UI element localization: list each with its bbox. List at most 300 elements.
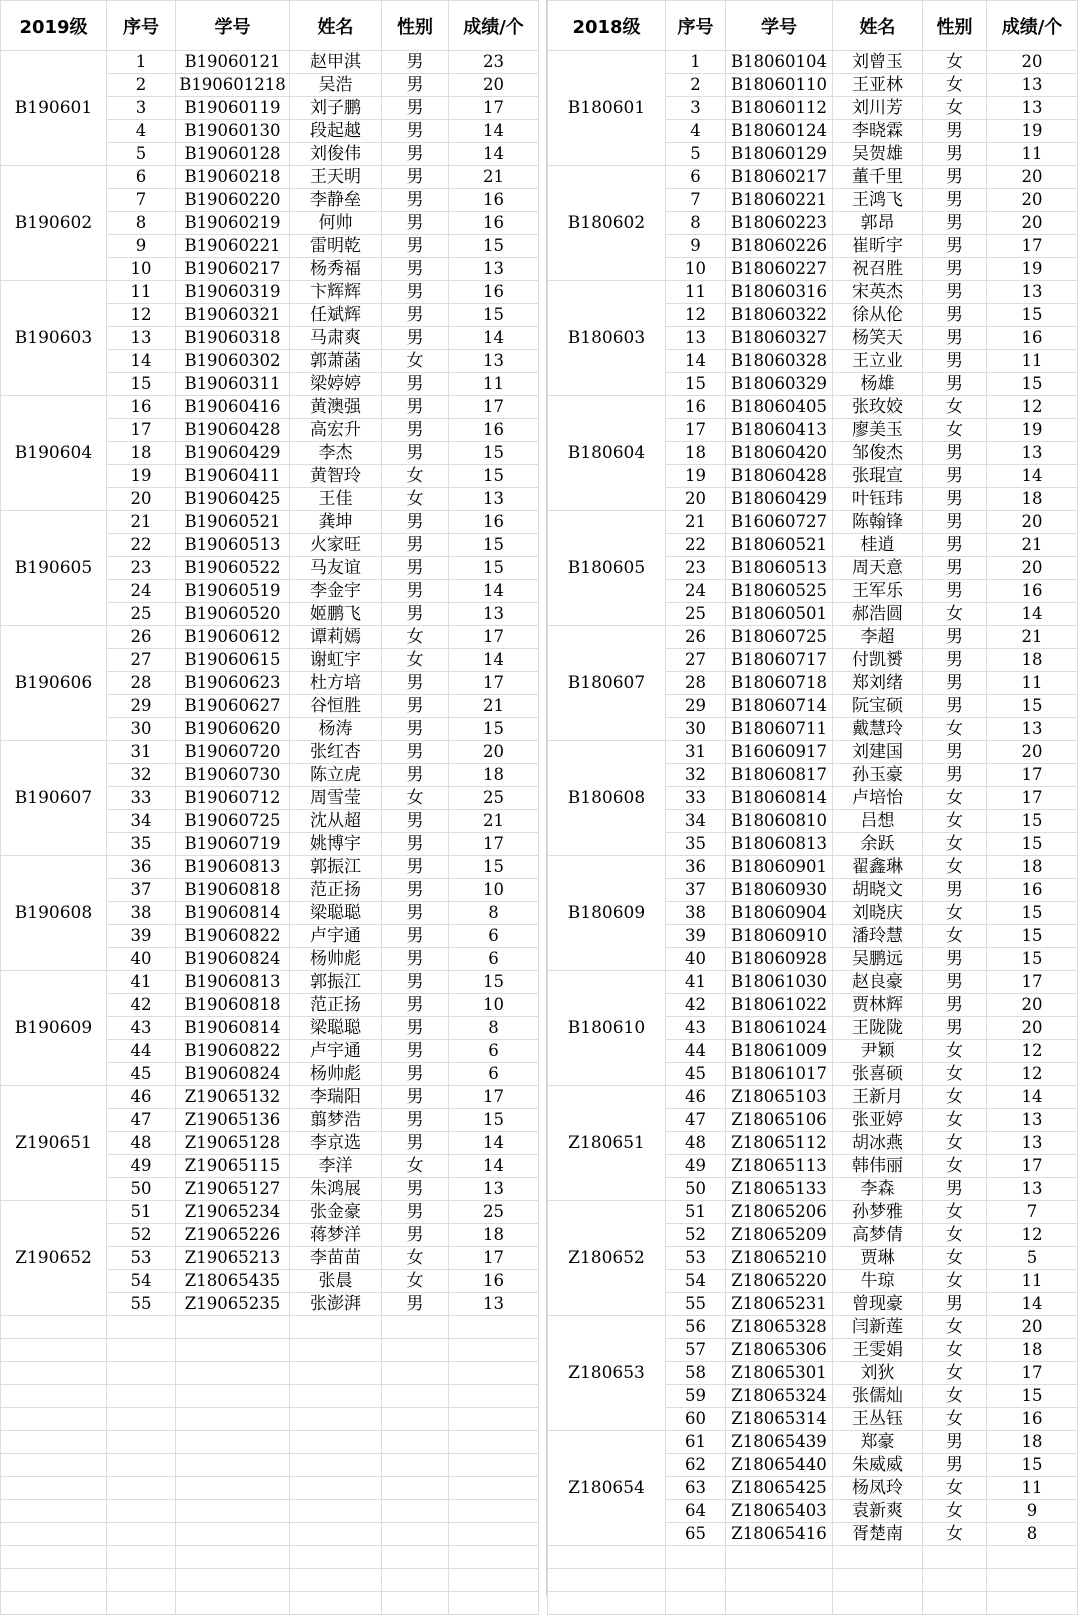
score-cell: 8 [449,902,539,925]
student-id-cell: Z19065136 [176,1109,290,1132]
student-id-cell: B18061017 [726,1063,833,1086]
table-row [1,1086,539,1109]
seq-cell: 30 [666,718,726,741]
score-cell: 18 [987,488,1078,511]
seq-cell: 6 [107,166,176,189]
seq-cell: 8 [666,212,726,235]
student-id-cell: B19060814 [176,902,290,925]
gender-cell: 男 [923,649,987,672]
seq-cell: 39 [666,925,726,948]
score-cell: 17 [449,97,539,120]
score-cell: 8 [987,1523,1078,1546]
score-cell: 13 [987,74,1078,97]
empty-cell [290,1477,382,1500]
gender-cell: 男 [382,764,449,787]
empty-cell [290,1339,382,1362]
seq-cell: 42 [107,994,176,1017]
gender-cell: 男 [382,74,449,97]
seq-cell: 22 [107,534,176,557]
seq-cell: 13 [666,327,726,350]
student-id-cell: B18060429 [726,488,833,511]
seq-cell: 23 [666,557,726,580]
gender-cell: 女 [923,902,987,925]
student-id-cell: B190601218 [176,74,290,97]
header-row-2019 [1,1,539,51]
name-cell: 李森 [833,1178,923,1201]
empty-cell [107,1408,176,1431]
score-cell: 11 [987,350,1078,373]
score-cell: 17 [987,787,1078,810]
empty-row [1,1454,539,1477]
gender-cell: 女 [923,1132,987,1155]
name-cell: 王立业 [833,350,923,373]
gender-cell: 男 [382,1201,449,1224]
score-cell: 14 [987,1086,1078,1109]
name-cell: 高宏升 [290,419,382,442]
gender-cell: 男 [923,626,987,649]
student-id-cell: B19060128 [176,143,290,166]
student-id-cell: B18060521 [726,534,833,557]
empty-cell [382,1500,449,1523]
name-cell: 李超 [833,626,923,649]
gender-cell: 女 [382,465,449,488]
seq-cell: 51 [107,1201,176,1224]
gender-cell: 男 [923,741,987,764]
score-cell: 16 [449,511,539,534]
name-cell: 杜方培 [290,672,382,695]
empty-cell [382,1385,449,1408]
score-cell: 16 [449,281,539,304]
name-cell: 孙玉豪 [833,764,923,787]
seq-cell: 19 [107,465,176,488]
gender-cell: 女 [923,97,987,120]
gender-cell: 男 [382,925,449,948]
class-cell: B180604 [548,396,666,511]
table-row [1,856,539,879]
empty-cell [1,1454,107,1477]
student-id-cell: B19060311 [176,373,290,396]
seq-cell: 39 [107,925,176,948]
seq-cell: 19 [666,465,726,488]
student-id-cell: Z19065234 [176,1201,290,1224]
seq-cell: 13 [107,327,176,350]
empty-row [548,1546,1078,1569]
student-id-cell: Z19065213 [176,1247,290,1270]
seq-cell: 17 [666,419,726,442]
name-cell: 卢宇通 [290,1040,382,1063]
score-cell: 17 [449,396,539,419]
seq-cell: 50 [666,1178,726,1201]
gender-cell: 女 [382,626,449,649]
gender-cell: 男 [382,1293,449,1316]
score-cell: 17 [987,764,1078,787]
empty-cell [176,1500,290,1523]
seq-cell: 24 [107,580,176,603]
empty-cell [107,1316,176,1339]
seq-cell: 36 [666,856,726,879]
table-row [1,396,539,419]
empty-cell [107,1523,176,1546]
score-cell: 17 [987,1362,1078,1385]
score-cell: 13 [987,281,1078,304]
gender-cell: 男 [923,764,987,787]
gender-cell: 男 [923,1431,987,1454]
student-id-cell: Z18065231 [726,1293,833,1316]
gender-cell: 女 [382,488,449,511]
name-cell: 梁婷婷 [290,373,382,396]
score-cell: 20 [449,74,539,97]
seq-cell: 1 [666,51,726,74]
name-cell: 范正扬 [290,994,382,1017]
gender-cell: 女 [923,1224,987,1247]
name-cell: 火家旺 [290,534,382,557]
student-id-cell: B19060818 [176,994,290,1017]
score-cell: 15 [449,534,539,557]
gender-cell: 男 [382,902,449,925]
score-cell: 15 [987,304,1078,327]
student-id-cell: B19060425 [176,488,290,511]
seq-cell: 4 [107,120,176,143]
seq-cell: 48 [666,1132,726,1155]
class-cell: B190608 [1,856,107,971]
gender-cell: 男 [923,948,987,971]
name-cell: 吕想 [833,810,923,833]
name-cell: 韩伟丽 [833,1155,923,1178]
gender-cell: 女 [923,1385,987,1408]
empty-row [1,1546,539,1569]
score-cell: 15 [449,304,539,327]
student-id-cell: B19060822 [176,925,290,948]
class-cell: B190601 [1,51,107,166]
class-cell: B180608 [548,741,666,856]
student-id-cell: B18060413 [726,419,833,442]
empty-cell [726,1592,833,1615]
student-id-cell: Z18065103 [726,1086,833,1109]
score-cell: 15 [987,1454,1078,1477]
class-cell: B190605 [1,511,107,626]
gender-cell: 男 [923,879,987,902]
gender-cell: 男 [382,1109,449,1132]
gender-cell: 女 [923,603,987,626]
empty-cell [923,1546,987,1569]
gender-cell: 男 [923,327,987,350]
score-cell: 10 [449,879,539,902]
seq-cell: 18 [666,442,726,465]
gender-cell: 女 [923,1316,987,1339]
name-cell: 张琨宣 [833,465,923,488]
score-cell: 23 [449,51,539,74]
empty-cell [449,1500,539,1523]
empty-cell [107,1339,176,1362]
seq-cell: 7 [666,189,726,212]
score-cell: 18 [449,1224,539,1247]
student-id-cell: Z18065439 [726,1431,833,1454]
gender-cell: 女 [923,396,987,419]
name-cell: 刘川芳 [833,97,923,120]
name-cell: 王军乐 [833,580,923,603]
name-cell: 李瑞阳 [290,1086,382,1109]
student-id-cell: B19060217 [176,258,290,281]
score-cell: 13 [987,442,1078,465]
score-cell: 13 [987,97,1078,120]
score-cell: 17 [449,672,539,695]
body-2019 [1,51,539,1615]
name-cell: 张红杏 [290,741,382,764]
name-cell: 贾琳 [833,1247,923,1270]
student-id-cell: B18060711 [726,718,833,741]
score-cell: 16 [987,580,1078,603]
score-cell: 13 [449,1178,539,1201]
student-id-cell: Z18065210 [726,1247,833,1270]
name-cell: 翟鑫琳 [833,856,923,879]
gender-cell: 女 [923,1086,987,1109]
class-cell: B190606 [1,626,107,741]
score-cell: 16 [987,879,1078,902]
name-cell: 郭振江 [290,971,382,994]
name-cell: 王陇陇 [833,1017,923,1040]
gender-cell: 男 [923,166,987,189]
empty-cell [382,1408,449,1431]
student-id-cell: B18060814 [726,787,833,810]
name-cell: 陈立虎 [290,764,382,787]
name-cell: 董千里 [833,166,923,189]
empty-cell [1,1431,107,1454]
name-cell: 崔昕宇 [833,235,923,258]
student-id-cell: B16060917 [726,741,833,764]
gender-cell: 男 [923,1293,987,1316]
student-id-cell: Z18065113 [726,1155,833,1178]
name-cell: 龚坤 [290,511,382,534]
name-cell: 朱鸿展 [290,1178,382,1201]
empty-cell [176,1362,290,1385]
name-cell: 邹俊杰 [833,442,923,465]
empty-cell [1,1569,107,1592]
gender-cell: 男 [382,879,449,902]
name-cell: 李京选 [290,1132,382,1155]
score-cell: 15 [449,971,539,994]
score-cell: 20 [987,557,1078,580]
seq-cell: 16 [666,396,726,419]
class-cell: Z180654 [548,1431,666,1546]
name-cell: 何帅 [290,212,382,235]
gender-cell: 女 [923,74,987,97]
seq-cell: 9 [666,235,726,258]
student-id-cell: Z18065209 [726,1224,833,1247]
empty-row [548,1569,1078,1592]
seq-cell: 21 [107,511,176,534]
name-cell: 翦梦浩 [290,1109,382,1132]
gender-cell: 男 [382,741,449,764]
table-row [1,626,539,649]
table-row [548,1431,1078,1454]
table-row [548,281,1078,304]
seq-cell: 21 [666,511,726,534]
score-cell: 14 [987,1293,1078,1316]
gender-cell: 男 [382,166,449,189]
score-cell: 18 [449,764,539,787]
student-id-cell: B19060730 [176,764,290,787]
seq-cell: 61 [666,1431,726,1454]
gender-cell: 女 [923,787,987,810]
name-cell: 阮宝硕 [833,695,923,718]
name-cell: 姬鹏飞 [290,603,382,626]
seq-cell: 31 [666,741,726,764]
student-id-cell: B18060910 [726,925,833,948]
empty-cell [987,1546,1078,1569]
student-id-cell: B18060221 [726,189,833,212]
score-cell: 15 [449,235,539,258]
gender-cell: 女 [923,51,987,74]
gender-cell: 男 [382,258,449,281]
score-cell: 9 [987,1500,1078,1523]
class-cell: B180610 [548,971,666,1086]
gender-cell: 男 [382,1017,449,1040]
empty-cell [107,1546,176,1569]
seq-cell: 26 [107,626,176,649]
class-cell: B190603 [1,281,107,396]
header-cell: 性别 [923,1,987,51]
student-id-cell: Z18065425 [726,1477,833,1500]
name-cell: 吴贺雄 [833,143,923,166]
gender-cell: 男 [382,1132,449,1155]
table-row [548,971,1078,994]
student-id-cell: B18060329 [726,373,833,396]
gender-cell: 男 [382,511,449,534]
score-cell: 25 [449,1201,539,1224]
seq-cell: 27 [666,649,726,672]
score-cell: 13 [987,718,1078,741]
empty-cell [833,1569,923,1592]
score-cell: 15 [449,1109,539,1132]
empty-cell [290,1385,382,1408]
name-cell: 蒋梦洋 [290,1224,382,1247]
empty-cell [176,1546,290,1569]
empty-cell [107,1592,176,1615]
name-cell: 赵甲淇 [290,51,382,74]
seq-cell: 54 [666,1270,726,1293]
gender-cell: 女 [923,718,987,741]
empty-cell [290,1569,382,1592]
seq-cell: 38 [666,902,726,925]
student-id-cell: B18060104 [726,51,833,74]
seq-cell: 33 [666,787,726,810]
empty-cell [176,1592,290,1615]
seq-cell: 64 [666,1500,726,1523]
student-id-cell: B19060824 [176,1063,290,1086]
score-cell: 20 [987,189,1078,212]
empty-cell [290,1500,382,1523]
seq-cell: 4 [666,120,726,143]
score-cell: 5 [987,1247,1078,1270]
name-cell: 李静垒 [290,189,382,212]
table-row [548,1201,1078,1224]
score-cell: 17 [987,971,1078,994]
empty-cell [726,1546,833,1569]
name-cell: 周雪莹 [290,787,382,810]
student-id-cell: B19060519 [176,580,290,603]
student-id-cell: B18060725 [726,626,833,649]
table-row [548,166,1078,189]
score-cell: 6 [449,925,539,948]
score-cell: 20 [987,511,1078,534]
empty-cell [1,1362,107,1385]
name-cell: 刘曾玉 [833,51,923,74]
score-cell: 20 [449,741,539,764]
name-cell: 戴慧玲 [833,718,923,741]
seq-cell: 5 [666,143,726,166]
name-cell: 刘建国 [833,741,923,764]
seq-cell: 31 [107,741,176,764]
seq-cell: 43 [107,1017,176,1040]
student-id-cell: B19060720 [176,741,290,764]
gender-cell: 男 [382,856,449,879]
student-id-cell: B19060119 [176,97,290,120]
empty-cell [923,1592,987,1615]
student-id-cell: B19060623 [176,672,290,695]
name-cell: 王鸿飞 [833,189,923,212]
empty-cell [833,1592,923,1615]
seq-cell: 57 [666,1339,726,1362]
student-id-cell: B19060824 [176,948,290,971]
name-cell: 谷恒胜 [290,695,382,718]
empty-row [1,1362,539,1385]
name-cell: 杨凤玲 [833,1477,923,1500]
score-cell: 6 [449,1040,539,1063]
seq-cell: 34 [107,810,176,833]
table-row [548,396,1078,419]
gender-cell: 男 [382,1040,449,1063]
body-2018 [548,51,1078,1615]
score-cell: 20 [987,51,1078,74]
name-cell: 张玫姣 [833,396,923,419]
score-cell: 17 [987,235,1078,258]
seq-cell: 52 [107,1224,176,1247]
student-id-cell: Z18065112 [726,1132,833,1155]
table-row [1,741,539,764]
empty-row [1,1316,539,1339]
score-cell: 17 [449,1247,539,1270]
student-id-cell: B19060612 [176,626,290,649]
name-cell: 张亚婷 [833,1109,923,1132]
gender-cell: 男 [382,810,449,833]
student-id-cell: B16060727 [726,511,833,534]
name-cell: 胡冰燕 [833,1132,923,1155]
gender-cell: 男 [923,488,987,511]
class-cell: B190604 [1,396,107,511]
gender-cell: 女 [382,649,449,672]
gender-cell: 男 [923,304,987,327]
empty-cell [449,1408,539,1431]
name-cell: 任斌辉 [290,304,382,327]
student-id-cell: Z19065127 [176,1178,290,1201]
seq-cell: 41 [666,971,726,994]
gender-cell: 男 [382,1086,449,1109]
empty-cell [449,1385,539,1408]
seq-cell: 25 [107,603,176,626]
name-cell: 郭昂 [833,212,923,235]
gender-cell: 女 [923,1155,987,1178]
score-cell: 19 [987,120,1078,143]
student-id-cell: B19060219 [176,212,290,235]
student-id-cell: B18060124 [726,120,833,143]
score-cell: 16 [987,327,1078,350]
empty-cell [449,1431,539,1454]
empty-cell [449,1316,539,1339]
seq-cell: 51 [666,1201,726,1224]
empty-row [1,1523,539,1546]
gender-cell: 男 [382,120,449,143]
student-id-cell: Z18065403 [726,1500,833,1523]
